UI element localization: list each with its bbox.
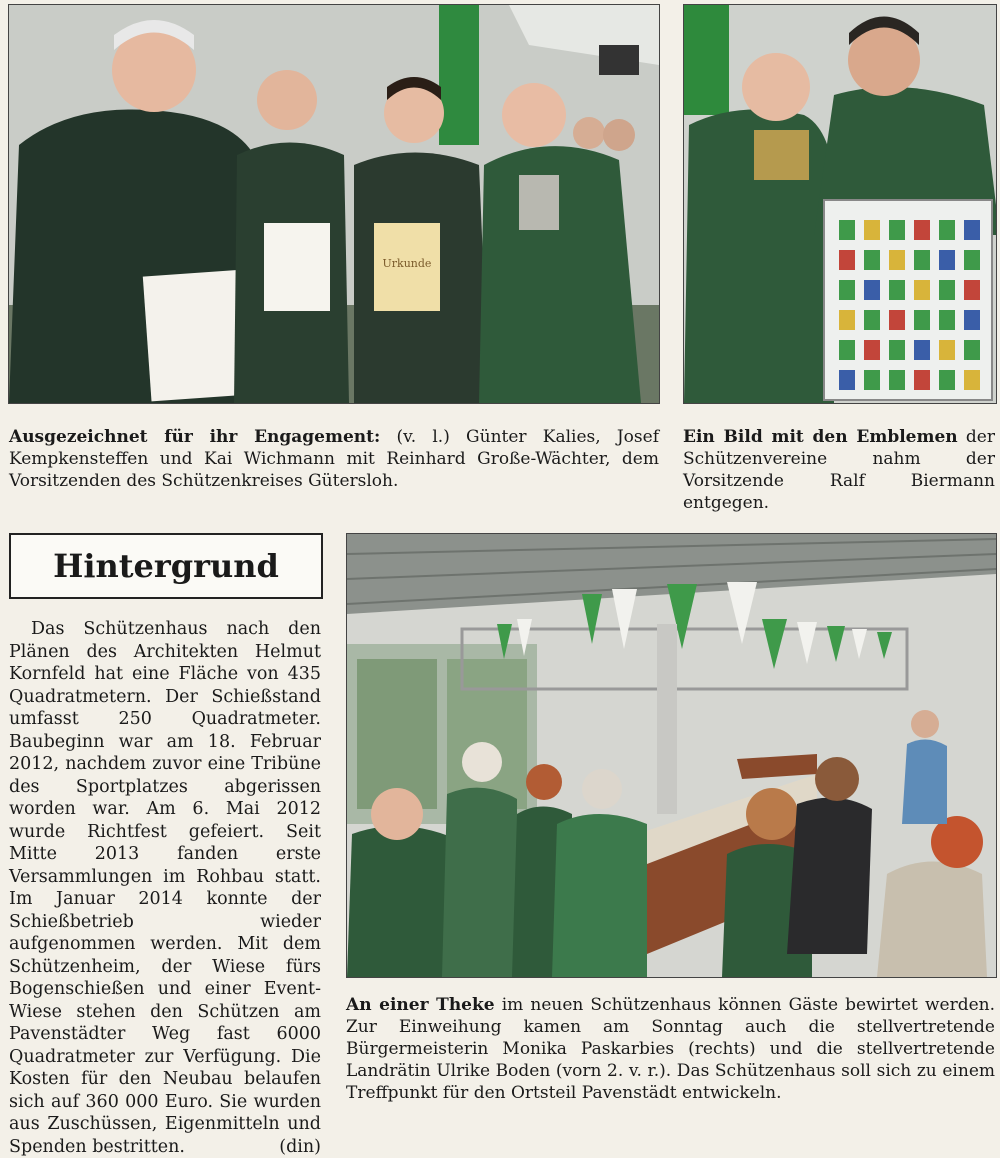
glass-pillar — [657, 624, 677, 814]
caption-bar-text: im neuen Schützenhaus können Gäste bewirtet werden. Zur Einweihung kamen am Sonntag auch die stellvertretende Bürgermeisterin Monika Paskarbies (rechts) und die stellvertretende Landrätin Ulrike Boden (vorn 2. v. r.). Das Schützenhaus soll sich zu einem Treffpunkt für den Ortsteil Pavenstädt entwickeln. — [346, 995, 995, 1103]
certificate-label: Urkunde — [383, 257, 432, 270]
green-banner — [439, 5, 479, 145]
author-signature: (din) — [257, 1136, 321, 1158]
caption-bar — [346, 994, 995, 1104]
photo-emblem-board — [683, 4, 997, 404]
photo-award-ceremony — [8, 4, 660, 404]
background-title: Hintergrund — [53, 547, 279, 585]
background-heading-box — [9, 533, 323, 599]
caption-award-lead: Ausgezeichnet für ihr Engagement: — [9, 427, 380, 447]
photo-bar-counter — [346, 533, 997, 978]
certificate-2 — [264, 223, 330, 311]
emblem-photo-illustration — [684, 5, 996, 403]
caption-emblems-lead: Ein Bild mit den Emblemen — [683, 427, 958, 447]
background-text — [9, 618, 321, 1158]
caption-emblems-text: der Schützenvereine nahm der Vorsitzende Ralf Biermann entgegen. — [683, 427, 995, 513]
emblem-plaque — [754, 130, 809, 180]
caption-award-text: (v. l.) Günter Kalies, Josef Kempkensteffen und Kai Wichmann mit Reinhard Große-Wächter, dem Vorsitzenden des Schützenkreises Gütersloh. — [9, 427, 659, 491]
caption-award — [9, 426, 659, 492]
green-banner — [684, 5, 729, 115]
caption-emblems — [683, 426, 995, 514]
bar-photo-illustration — [347, 534, 996, 977]
award-photo-illustration — [9, 5, 659, 403]
emblem-board — [824, 200, 992, 400]
background-body: Das Schützenhaus nach den Plänen des Architekten Helmut Kornfeld hat eine Fläche von 435 Quadratmetern. Der Schießstand umfasst 250 Quadratmeter. Baubeginn war am 18. Februar 2012, nachdem zuvor eine Tribüne des Sportplatzes abgerissen worden war. Am 6. Mai 2012 wurde Richtfest gefeiert. Seit Mitte 2013 fanden erste Versammlungen im Rohbau statt. Im Januar 2014 konnte der Schießbetrieb wieder aufgenommen werden. Mit dem Schützenheim, der Wiese fürs Bogenschießen und einer Event-Wiese stehen den Schützen am Pavenstädter Weg fast 6000 Quadratmeter zur Verfügung. Die Kosten für den Neubau belaufen sich auf 360 000 Euro. Sie wurden aus Zuschüssen, Eigenmitteln und Spenden bestritten. — [9, 619, 321, 1157]
caption-bar-lead: An einer Theke — [346, 995, 495, 1015]
